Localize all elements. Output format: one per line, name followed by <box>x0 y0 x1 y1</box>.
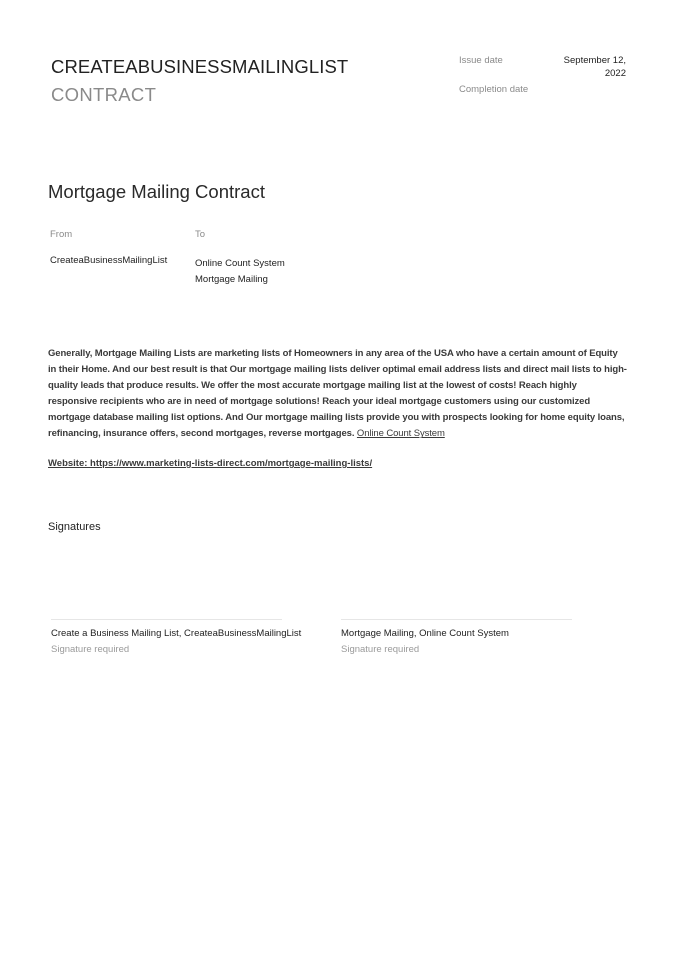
signer-1-status: Signature required <box>51 644 130 655</box>
signer-2-name: Mortgage Mailing, Online Count System <box>341 628 509 639</box>
contract-body <box>48 346 628 443</box>
from-value: CreateaBusinessMailingList <box>50 255 168 266</box>
body-paragraph: Generally, Mortgage Mailing Lists are marketing lists of Homeowners in any area of the USA who have a certain amount of Equity in their Home. And our best result is that Our mortgage mailing lists deliver optimal email address lists and direct mail lists to high-quality leads that produce results. We offer the most accurate mortgage mailing list at the lowest of costs! Reach highly responsive recipients who are in need of mortgage solutions! Reach your ideal mortgage customers using our customized mortgage database mailing list options. And Our mortgage mailing lists provide you with prospects looking for home equity loans, refinancing, insurance offers, second mortgages, reverse mortgages. <box>48 348 627 440</box>
issue-date-value-line1: September 12, <box>563 55 626 66</box>
document-type-label: CONTRACT <box>51 84 157 105</box>
signer-1-name: Create a Business Mailing List, CreateaBusinessMailingList <box>51 628 302 639</box>
from-label: From <box>50 229 73 240</box>
completion-date-label: Completion date <box>459 84 529 95</box>
to-label: To <box>195 229 206 240</box>
to-value-line1: Online Count System <box>195 258 285 269</box>
to-value-line2: Mortgage Mailing <box>195 274 268 285</box>
signature-line-1[interactable] <box>51 619 282 620</box>
issue-date-value <box>546 54 626 80</box>
website-link[interactable]: Website: https://www.marketing-lists-direct.com/mortgage-mailing-lists/ <box>48 458 373 469</box>
online-count-system-link[interactable]: Online Count System <box>356 428 445 440</box>
signature-line-2[interactable] <box>341 619 572 620</box>
signer-2-status: Signature required <box>341 644 420 655</box>
signatures-heading: Signatures <box>48 521 101 533</box>
issue-date-value-line2: 2022 <box>604 68 626 79</box>
issue-date-label: Issue date <box>459 55 503 66</box>
company-name: CREATEABUSINESSMAILINGLIST <box>51 56 349 77</box>
page-title: Mortgage Mailing Contract <box>48 181 265 202</box>
